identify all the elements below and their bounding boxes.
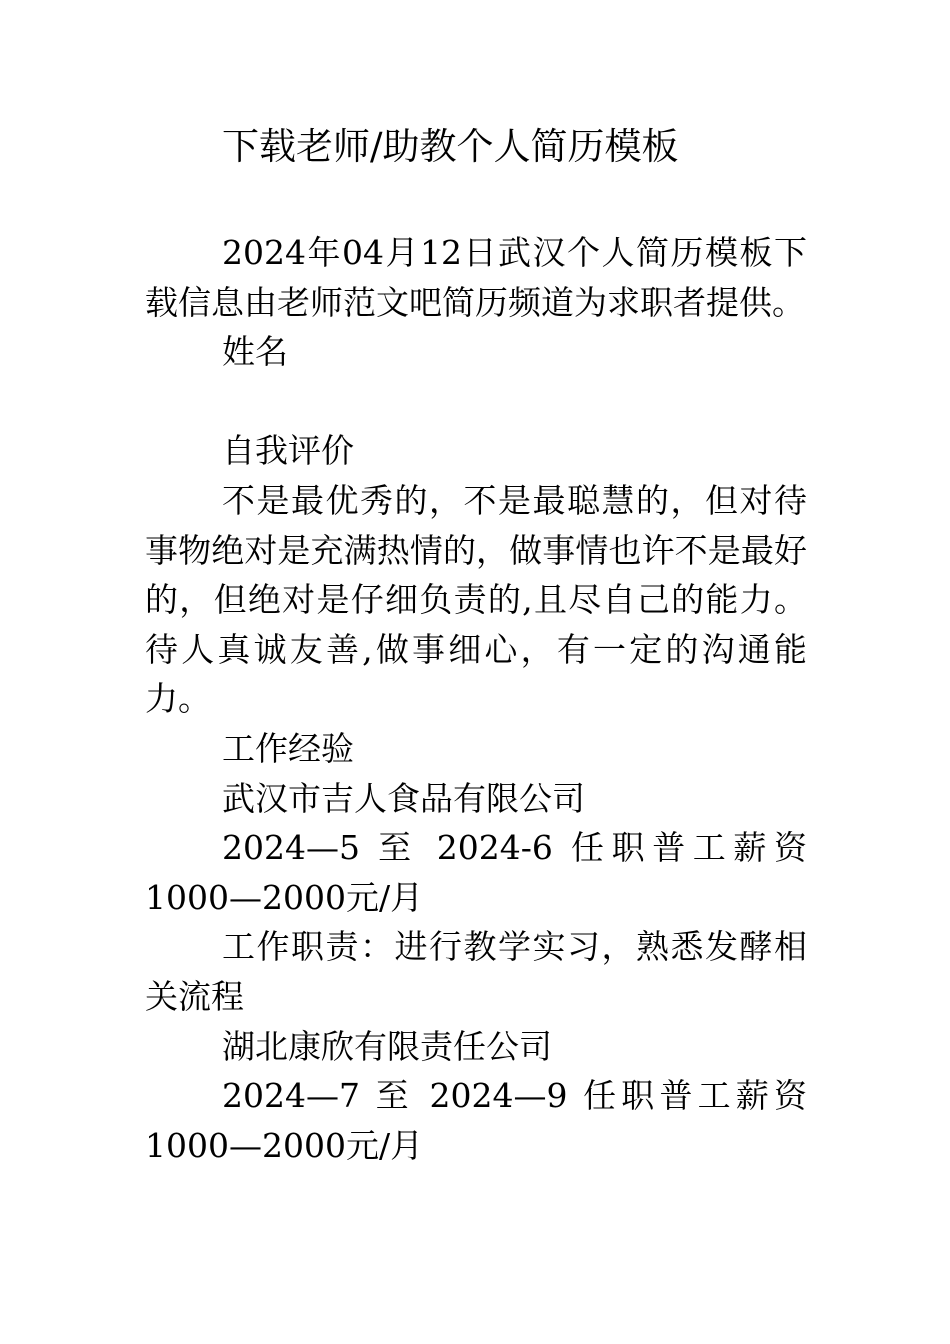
self-evaluation-paragraph: 不是最优秀的，不是最聪慧的，但对待事物绝对是充满热情的，做事情也许不是最好的，但绝对是仔细负责的,且尽自己的能力。待人真诚友善,做事细心，有一定的沟通能力。: [145, 480, 807, 719]
job-duties: 工作职责：进行教学实习，熟悉发酵相关流程: [145, 927, 807, 1016]
document-body: [145, 228, 807, 1170]
work-experience-heading: 工作经验: [222, 728, 354, 768]
intro-paragraph: 2024年04月12日武汉个人简历模板下载信息由老师范文吧简历频道为求职者提供。: [145, 233, 807, 322]
self-evaluation-heading: 自我评价: [222, 431, 354, 471]
document-title: 下载老师/助教个人简历模板: [222, 125, 679, 168]
job-period: 2024—7 至 2024—9 任职普工薪资1000—2000元/月: [145, 1076, 807, 1165]
job-company: 武汉市吉人食品有限公司: [222, 778, 585, 818]
job-period: 2024—5 至 2024-6 任职普工薪资1000—2000元/月: [145, 828, 807, 917]
name-label: 姓名: [222, 332, 288, 372]
job-company: 湖北康欣有限责任公司: [222, 1026, 552, 1066]
blank-line: [145, 377, 807, 427]
